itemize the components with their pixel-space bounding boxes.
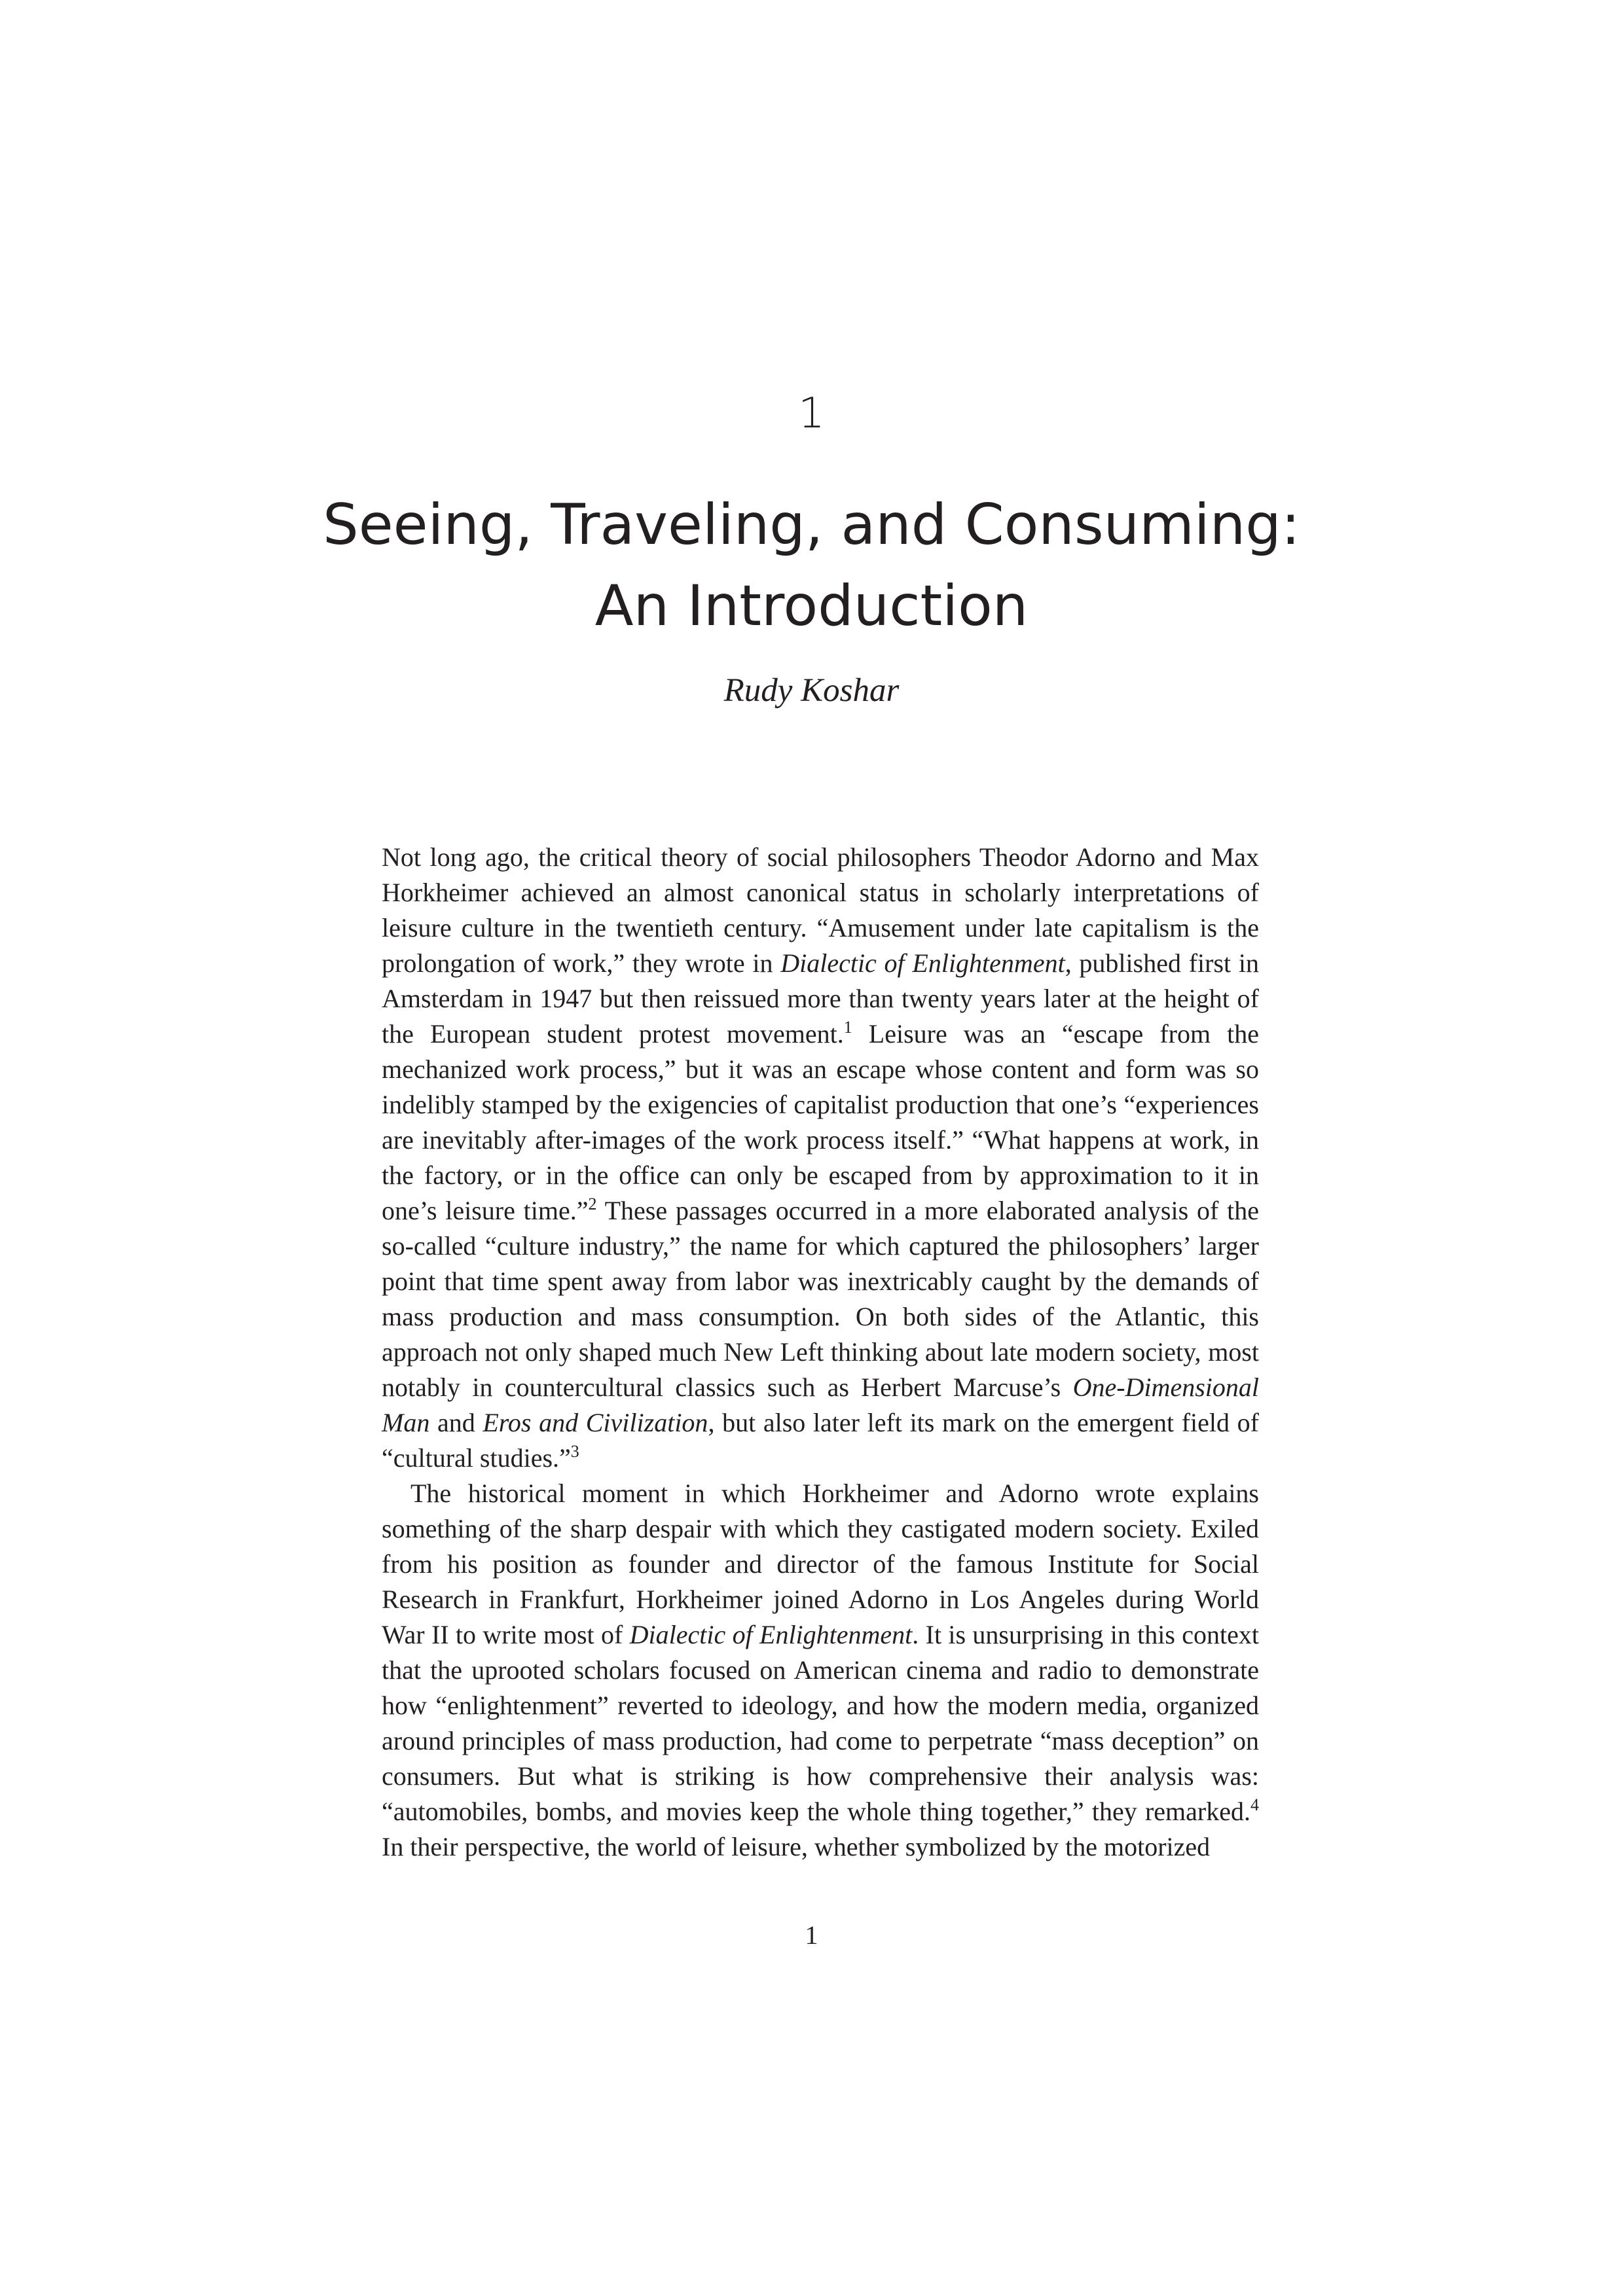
book-title: Dialectic of Enlightenment: [629, 1620, 913, 1649]
footnote-marker[interactable]: 4: [1250, 1795, 1259, 1814]
paragraph-1: [382, 840, 1259, 1476]
body-text: [382, 840, 1259, 1865]
paragraph-1-text: Not long ago, the critical theory of social philosophers Theodor Adorno and Max Horkheimer achieved an almost canonical status in scholarly interpretations of leisure culture in the twentieth century. “Amusement under late capitalism is the prolongation of work,” they wrote in: [382, 842, 1259, 978]
paragraph-1-text: , but also later left its mark on the emergent field of “cultural studies.”: [382, 1408, 1259, 1473]
footnote-marker[interactable]: 2: [588, 1194, 597, 1213]
paragraph-2: [382, 1476, 1259, 1865]
paragraph-2-text: In their perspective, the world of leisure, whether symbolized by the motorized: [382, 1832, 1211, 1861]
page-number: 1: [805, 1920, 818, 1950]
paragraph-1-text: These passages occurred in a more elaborated analysis of the so-called “culture industry,” the name for which captured the philosophers’ larger point that time spent away from labor was inextricably caught by the demands of mass production and mass consumption. On both sides of the Atlantic, this approach not only shaped much New Left thinking about late modern society, most notably in countercultural classics such as Herbert Marcuse’s: [382, 1196, 1259, 1402]
footnote-marker[interactable]: 3: [570, 1442, 579, 1461]
chapter-number: 1: [798, 389, 825, 438]
paragraph-1-text: and: [429, 1408, 483, 1437]
chapter-title-line-1: Seeing, Traveling, and Consuming:: [323, 492, 1300, 558]
paragraph-2-text: The historical moment in which Horkheimer and Adorno wrote explains something of the sharp despair with which they castigated modern society. Exiled from his position as founder and director of the famous Institute for Social Research in Frankfurt, Horkheimer joined Adorno in Los Angeles during World War II to write most of: [382, 1479, 1259, 1649]
paragraph-2-text: . It is unsurprising in this context that the uprooted scholars focused on American cinema and radio to demonstrate how “enlightenment” reverted to ideology, and how the modern media, organized around principles of mass production, had come to perpetrate “mass deception” on consumers. But what is striking is how comprehensive their analysis was: “automobiles, bombs, and movies keep the whole thing together,” they remarked.: [382, 1620, 1259, 1826]
book-title: Eros and Civilization: [483, 1408, 708, 1437]
footnote-marker[interactable]: 1: [843, 1018, 852, 1037]
chapter-title-line-2: An Introduction: [594, 573, 1029, 639]
chapter-title: [0, 484, 1623, 647]
book-title: One-Dimensional Man: [382, 1372, 1259, 1437]
paragraph-1-text: , published first in Amsterdam in 1947 but then reissued more than twenty years later at the height of the European student protest movement.: [382, 948, 1260, 1049]
author-name: Rudy Koshar: [723, 672, 900, 709]
book-title: Dialectic of Enlightenment: [780, 948, 1065, 978]
paragraph-1-text: Leisure was an “escape from the mechanized work process,” but it was an escape whose content and form was so indelibly stamped by the exigencies of capitalist production that one’s “experiences are inevitably after-images of the work process itself.” “What happens at work, in the factory, or in the office can only be escaped from by approximation to it in one’s leisure time.”: [382, 1019, 1260, 1225]
